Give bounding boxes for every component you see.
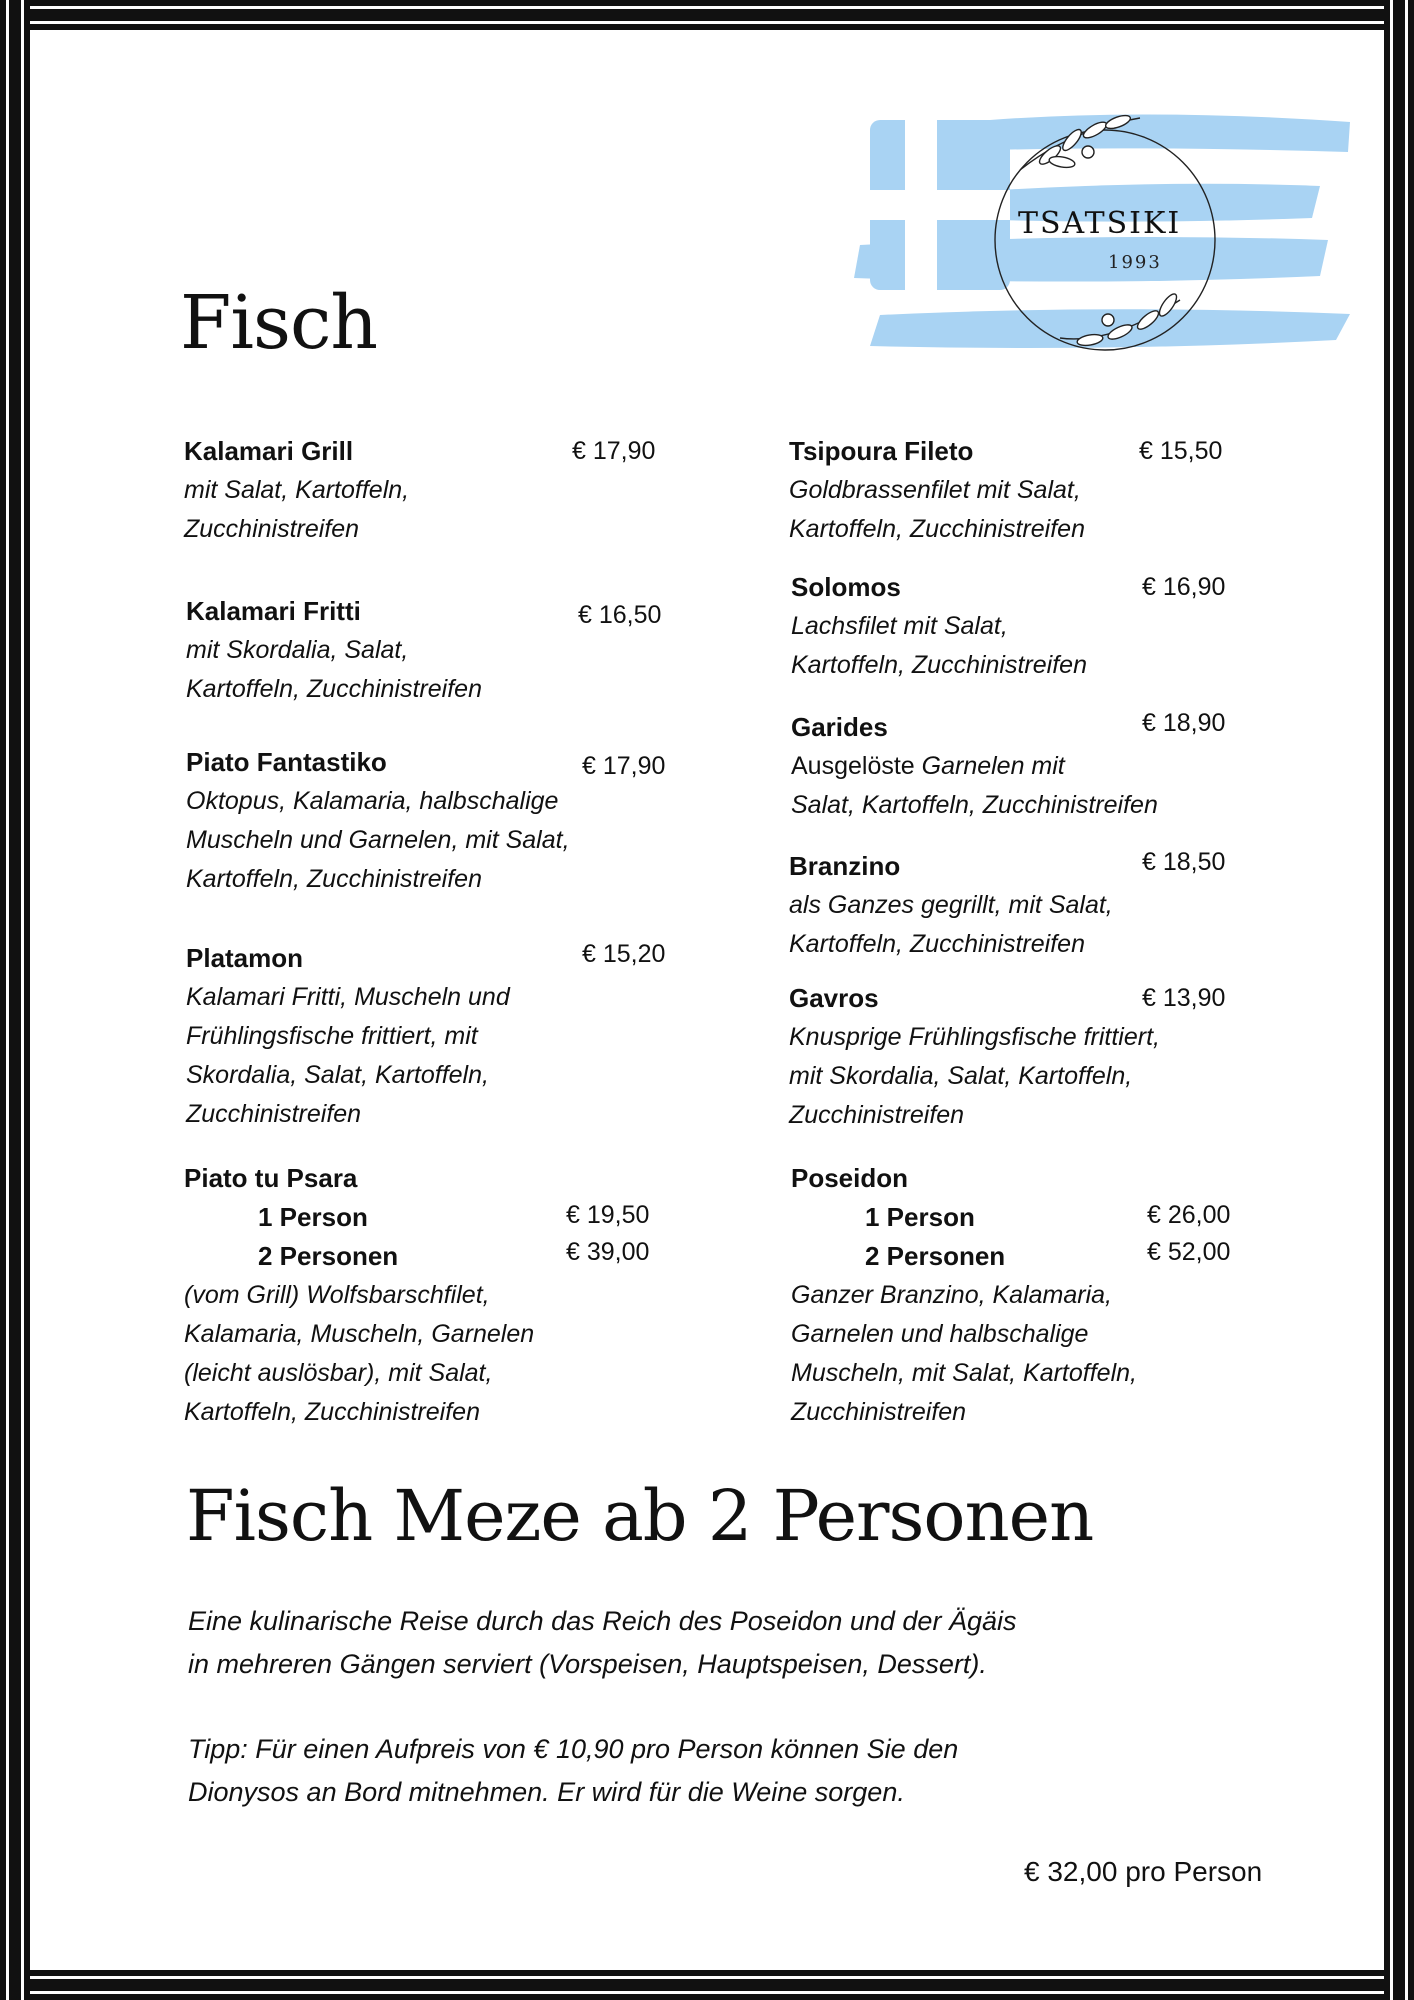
- dish-kalamari-fritti: [186, 592, 706, 709]
- dish-price: € 17,90: [582, 752, 666, 780]
- dish-name: Gavros: [789, 983, 879, 1013]
- option-row: [184, 1198, 704, 1237]
- logo-year: 1993: [1108, 252, 1162, 273]
- dish-description: Lachsfilet mit Salat, Kartoffeln, Zucchinistreifen: [791, 612, 1087, 679]
- dish-price: € 15,20: [582, 940, 666, 968]
- dish-description: als Ganzes gegrillt, mit Salat, Kartoffeln, Zucchinistreifen: [789, 891, 1113, 958]
- dish-name: Solomos: [791, 572, 901, 602]
- dish-price: € 16,90: [1142, 573, 1226, 601]
- option-price: € 39,00: [566, 1238, 650, 1266]
- logo-name: TSATSIKI: [1018, 206, 1182, 241]
- option-label: 1 Person: [258, 1202, 368, 1232]
- dish-solomos: [791, 568, 1311, 685]
- dish-name: Garides: [791, 712, 888, 742]
- dish-platamon: [186, 939, 706, 1134]
- dish-branzino: [789, 847, 1309, 964]
- dish-piato-fantastiko: [186, 743, 706, 899]
- dish-kalamari-grill: [184, 432, 704, 549]
- dish-price: € 18,90: [1142, 709, 1226, 737]
- dish-tsipoura-fileto: [789, 432, 1309, 549]
- option-label: 1 Person: [865, 1202, 975, 1232]
- dish-name: Branzino: [789, 851, 901, 881]
- dish-description: mit Salat, Kartoffeln, Zucchinistreifen: [184, 476, 410, 543]
- dish-price: € 17,90: [572, 437, 656, 465]
- dish-price: € 16,50: [578, 601, 662, 629]
- greek-key-border-left: [0, 0, 30, 2000]
- dish-name: Kalamari Fritti: [186, 596, 361, 626]
- meze-price: € 32,00 pro Person: [1024, 1856, 1263, 1887]
- dish-name: Piato tu Psara: [184, 1163, 358, 1193]
- option-label: 2 Personen: [865, 1241, 1006, 1271]
- dish-garides: [791, 708, 1311, 825]
- dish-description: Oktopus, Kalamaria, halbschalige Muscheln und Garnelen, mit Salat, Kartoffeln, Zucchinistreifen: [186, 787, 570, 893]
- greek-key-border-bottom: [0, 1970, 1414, 2000]
- dish-description: (vom Grill) Wolfsbarschfilet, Kalamaria, Muscheln, Garnelen (leicht auslösbar), mit Salat, Kartoffeln, Zucchinistreifen: [184, 1281, 535, 1426]
- dish-description: Ganzer Branzino, Kalamaria, Garnelen und halbschalige Muscheln, mit Salat, Kartoffeln, Zucchinistreifen: [791, 1281, 1137, 1426]
- option-price: € 52,00: [1147, 1238, 1231, 1266]
- dish-name: Poseidon: [791, 1163, 909, 1193]
- option-row: [791, 1237, 1311, 1276]
- dish-description-rest: Garnelen mit Salat, Kartoffeln, Zucchinistreifen: [791, 752, 1158, 819]
- dish-description: Goldbrassenfilet mit Salat, Kartoffeln, Zucchinistreifen: [789, 476, 1085, 543]
- meze-title: Fisch Meze ab 2 Personen: [186, 1475, 1094, 1557]
- meze-tip: Tipp: Für einen Aufpreis von € 10,90 pro Person können Sie den Dionysos an Bord mitnehmen. Er wird für die Weine sorgen.: [188, 1734, 959, 1807]
- dish-price: € 18,50: [1142, 848, 1226, 876]
- section-title: Fisch: [180, 280, 378, 366]
- dish-description: Kalamari Fritti, Muscheln und Frühlingsfische frittiert, mit Skordalia, Salat, Kartoffeln, Zucchinistreifen: [186, 983, 510, 1128]
- dish-description-lead: Ausgelöste: [791, 752, 922, 780]
- greek-key-border-right: [1384, 0, 1414, 2000]
- dish-description: mit Skordalia, Salat, Kartoffeln, Zucchinistreifen: [186, 636, 482, 703]
- greek-key-border-top: [0, 0, 1414, 30]
- restaurant-logo: [850, 100, 1360, 400]
- meze-description: Eine kulinarische Reise durch das Reich des Poseidon und der Ägäis in mehreren Gängen serviert (Vorspeisen, Hauptspeisen, Dessert).: [188, 1606, 1017, 1679]
- option-row: [184, 1237, 704, 1276]
- option-price: € 26,00: [1147, 1201, 1231, 1229]
- option-price: € 19,50: [566, 1201, 650, 1229]
- platter-poseidon: [791, 1159, 1311, 1432]
- dish-price: € 15,50: [1139, 437, 1223, 465]
- dish-description: Knusprige Frühlingsfische frittiert, mit Skordalia, Salat, Kartoffeln, Zucchinistreifen: [789, 1023, 1160, 1129]
- dish-name: Tsipoura Fileto: [789, 436, 974, 466]
- dish-description: [791, 747, 1311, 825]
- dish-price: € 13,90: [1142, 984, 1226, 1012]
- dish-name: Kalamari Grill: [184, 436, 354, 466]
- dish-name: Platamon: [186, 943, 304, 973]
- option-row: [791, 1198, 1311, 1237]
- platter-piato-tu-psara: [184, 1159, 704, 1432]
- dish-name: Piato Fantastiko: [186, 747, 387, 777]
- dish-gavros: [789, 979, 1309, 1135]
- option-label: 2 Personen: [258, 1241, 399, 1271]
